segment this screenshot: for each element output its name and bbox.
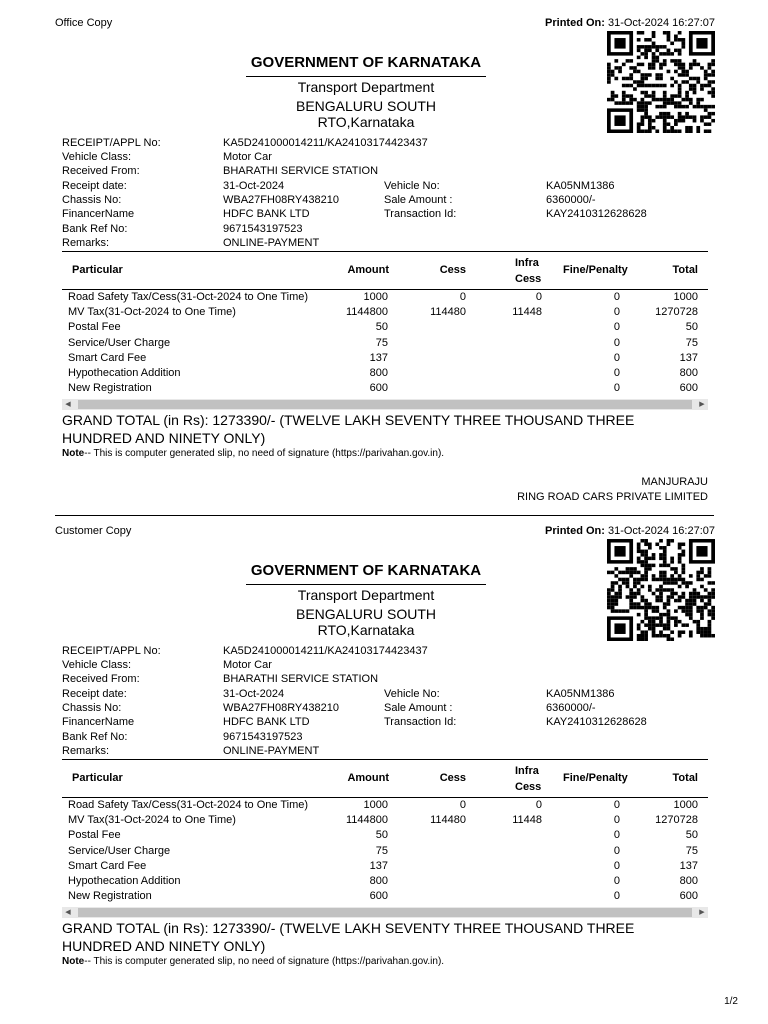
receipt-value: KA5D241000014211/KA24103174423437: [223, 137, 428, 149]
cell-fine: 0: [613, 351, 620, 364]
cell-total: 137: [679, 351, 698, 364]
cell-cess: 114480: [430, 814, 466, 827]
scroll-right-arrow-icon[interactable]: ▶: [699, 909, 705, 916]
financer-value: HDFC BANK LTD: [223, 716, 310, 728]
title-underline: [246, 76, 486, 77]
receipt-date-label: Receipt date:: [62, 180, 127, 192]
cell-total: 1270728: [655, 306, 698, 319]
cell-fine: 0: [613, 829, 620, 842]
col-header-infra-cess: Cess: [515, 273, 542, 285]
cell-fine: 0: [613, 875, 620, 887]
grand-total: GRAND TOTAL (in Rs): 1273390/- (TWELVE LAKH SEVENTY THREE THOUSAND THREE HUNDRED AND NINETY ONLY): [62, 920, 635, 954]
chassis-value: WBA27FH08RY438210: [223, 194, 339, 206]
title-underline: [246, 584, 486, 585]
col-header-amount: Amount: [347, 772, 389, 784]
printed-on: [545, 17, 715, 29]
table-row: [0, 367, 768, 382]
cell-particular: MV Tax(31-Oct-2024 to One Time): [68, 306, 236, 319]
cell-fine: 0: [613, 382, 620, 395]
note-text: -- This is computer generated slip, no need of signature (https://parivahan.gov.in).: [84, 956, 445, 967]
receipt-date-label: Receipt date:: [62, 688, 127, 700]
cell-amount: 137: [369, 859, 388, 872]
scrollbar-thumb[interactable]: [78, 908, 692, 917]
col-header-cess: Cess: [439, 264, 466, 276]
grand-total: GRAND TOTAL (in Rs): 1273390/- (TWELVE LAKH SEVENTY THREE THOUSAND THREE HUNDRED AND NINETY ONLY): [62, 412, 635, 446]
financer-label: FinancerName: [62, 208, 135, 220]
col-header-fine: Fine/Penalty: [563, 772, 628, 784]
receipt-copy: [0, 508, 768, 1016]
cell-amount: 1000: [363, 799, 388, 811]
col-header-infra: Infra: [515, 257, 539, 269]
chassis-label: Chassis No:: [62, 194, 122, 206]
sale-amount-value: 6360000/-: [546, 702, 596, 714]
cell-total: 600: [679, 890, 698, 903]
transaction-value: KAY2410312628628: [546, 716, 647, 728]
remarks-value: ONLINE-PAYMENT: [223, 745, 320, 757]
copy-label: Office Copy: [55, 17, 113, 29]
cell-particular: Smart Card Fee: [68, 859, 147, 872]
cell-total: 1270728: [655, 814, 698, 827]
table-header-rule: [62, 797, 708, 798]
col-header-total: Total: [672, 772, 698, 784]
cell-infra-cess: 11448: [512, 306, 542, 319]
cell-amount: 1144800: [345, 306, 388, 319]
cell-total: 800: [679, 875, 698, 887]
cell-particular: Road Safety Tax/Cess(31-Oct-2024 to One Time): [68, 291, 309, 303]
copy-label: Customer Copy: [55, 525, 132, 537]
sale-amount-value: 6360000/-: [546, 194, 596, 206]
cell-amount: 50: [375, 829, 388, 842]
table-row: [0, 291, 768, 306]
vehicle-no-label: Vehicle No:: [384, 688, 440, 700]
cell-total: 75: [685, 844, 698, 857]
qr-code: [607, 539, 715, 641]
sale-amount-label: Sale Amount :: [384, 702, 453, 714]
cell-infra-cess: 11448: [512, 814, 542, 827]
horizontal-scrollbar[interactable]: [62, 907, 708, 918]
receipt-date-value: 31-Oct-2024: [223, 688, 285, 700]
table-header-rule: [62, 289, 708, 290]
financer-value: HDFC BANK LTD: [223, 208, 310, 220]
cell-fine: 0: [613, 814, 620, 827]
table-row: [0, 814, 768, 829]
page-number: 1/2: [724, 996, 738, 1007]
receipt-value: KA5D241000014211/KA24103174423437: [223, 645, 428, 657]
cell-particular: Postal Fee: [68, 829, 121, 842]
cell-total: 600: [679, 382, 698, 395]
receipt-label: RECEIPT/APPL No:: [62, 137, 161, 149]
printed-on-label: Printed On:: [545, 525, 605, 537]
received-from-label: Received From:: [62, 165, 140, 177]
cell-amount: 1000: [363, 291, 388, 303]
note-label: Note: [62, 448, 85, 459]
financer-label: FinancerName: [62, 716, 135, 728]
cell-particular: Hypothecation Addition: [68, 367, 181, 379]
cell-amount: 800: [369, 367, 388, 379]
col-header-total: Total: [672, 264, 698, 276]
sale-amount-label: Sale Amount :: [384, 194, 453, 206]
table-row: [0, 337, 768, 352]
cell-total: 1000: [673, 799, 698, 811]
transaction-label: Transaction Id:: [384, 208, 457, 220]
vehicle-class-label: Vehicle Class:: [62, 151, 132, 163]
cell-particular: Hypothecation Addition: [68, 875, 181, 887]
cell-amount: 75: [375, 336, 388, 349]
received-from-value: BHARATHI SERVICE STATION: [223, 165, 379, 177]
vehicle-no-value: KA05NM1386: [546, 688, 615, 700]
printed-on-label: Printed On:: [545, 17, 605, 29]
received-from-label: Received From:: [62, 673, 140, 685]
cell-particular: Service/User Charge: [68, 844, 171, 857]
receipt-copy: [0, 0, 768, 508]
chassis-value: WBA27FH08RY438210: [223, 702, 339, 714]
scroll-right-arrow-icon[interactable]: ▶: [699, 401, 705, 408]
vehicle-class-label: Vehicle Class:: [62, 659, 132, 671]
cell-fine: 0: [613, 321, 620, 334]
col-header-particular: Particular: [72, 264, 123, 276]
cell-amount: 1144800: [345, 814, 388, 827]
cell-fine: 0: [613, 291, 620, 303]
cell-cess: 0: [459, 291, 466, 303]
cell-particular: New Registration: [68, 890, 152, 903]
note: [62, 448, 444, 459]
chassis-label: Chassis No:: [62, 702, 122, 714]
cell-particular: Postal Fee: [68, 321, 121, 334]
table-row: [0, 799, 768, 814]
cell-fine: 0: [613, 336, 620, 349]
transaction-label: Transaction Id:: [384, 716, 457, 728]
cell-fine: 0: [613, 306, 620, 319]
cell-cess: 114480: [430, 306, 466, 319]
cell-total: 50: [685, 321, 698, 334]
remarks-value: ONLINE-PAYMENT: [223, 237, 320, 249]
col-header-fine: Fine/Penalty: [563, 264, 628, 276]
bank-ref-label: Bank Ref No:: [62, 731, 128, 743]
receipt-date-value: 31-Oct-2024: [223, 180, 285, 192]
vehicle-class-value: Motor Car: [223, 151, 272, 163]
cell-amount: 600: [369, 382, 388, 395]
col-header-infra-cess: Cess: [515, 781, 542, 793]
bank-ref-label: Bank Ref No:: [62, 223, 128, 235]
cell-fine: 0: [613, 367, 620, 379]
received-from-value: BHARATHI SERVICE STATION: [223, 673, 379, 685]
government-title: GOVERNMENT OF KARNATAKA: [250, 562, 482, 579]
remarks-label: Remarks:: [62, 237, 110, 249]
scroll-left-arrow-icon[interactable]: ◀: [65, 909, 71, 916]
qr-code: [607, 31, 715, 133]
cell-amount: 137: [369, 351, 388, 364]
printed-on-value: 31-Oct-2024 16:27:07: [604, 525, 715, 537]
cell-particular: Road Safety Tax/Cess(31-Oct-2024 to One Time): [68, 799, 309, 811]
vehicle-class-value: Motor Car: [223, 659, 272, 671]
printed-on-value: 31-Oct-2024 16:27:07: [604, 17, 715, 29]
vehicle-no-label: Vehicle No:: [384, 180, 440, 192]
government-title: GOVERNMENT OF KARNATAKA: [250, 54, 482, 71]
printed-on: [545, 525, 715, 537]
cell-particular: New Registration: [68, 382, 152, 395]
receipt-label: RECEIPT/APPL No:: [62, 645, 161, 657]
note-label: Note: [62, 956, 85, 967]
cell-amount: 75: [375, 844, 388, 857]
note-text: -- This is computer generated slip, no need of signature (https://parivahan.gov.in).: [84, 448, 445, 459]
bank-ref-value: 9671543197523: [223, 731, 303, 743]
signatory-name: MANJURAJU: [641, 476, 708, 488]
cell-particular: Smart Card Fee: [68, 351, 147, 364]
cell-total: 1000: [673, 291, 698, 303]
cell-infra-cess: 0: [535, 799, 542, 811]
cell-total: 50: [685, 829, 698, 842]
rto-name: BENGALURU SOUTH RTO,Karnataka: [295, 98, 437, 130]
transaction-value: KAY2410312628628: [546, 208, 647, 220]
table-top-rule: [62, 251, 708, 252]
department-name: Transport Department: [297, 587, 435, 603]
col-header-particular: Particular: [72, 772, 123, 784]
col-header-amount: Amount: [347, 264, 389, 276]
cell-fine: 0: [613, 890, 620, 903]
cell-fine: 0: [613, 799, 620, 811]
cell-particular: MV Tax(31-Oct-2024 to One Time): [68, 814, 236, 827]
col-header-cess: Cess: [439, 772, 466, 784]
table-row: [0, 382, 768, 397]
cell-infra-cess: 0: [535, 291, 542, 303]
scrollbar-thumb[interactable]: [78, 400, 692, 409]
col-header-infra: Infra: [515, 765, 539, 777]
note: [62, 956, 444, 967]
cell-fine: 0: [613, 844, 620, 857]
cell-total: 75: [685, 336, 698, 349]
scroll-left-arrow-icon[interactable]: ◀: [65, 401, 71, 408]
cell-total: 800: [679, 367, 698, 379]
department-name: Transport Department: [297, 79, 435, 95]
cell-cess: 0: [459, 799, 466, 811]
cell-amount: 600: [369, 890, 388, 903]
remarks-label: Remarks:: [62, 745, 110, 757]
table-row: [0, 352, 768, 367]
cell-amount: 800: [369, 875, 388, 887]
table-row: [0, 321, 768, 336]
table-row: [0, 306, 768, 321]
cell-amount: 50: [375, 321, 388, 334]
table-row: [0, 890, 768, 905]
rto-name: BENGALURU SOUTH RTO,Karnataka: [295, 606, 437, 638]
cell-fine: 0: [613, 859, 620, 872]
table-row: [0, 875, 768, 890]
table-row: [0, 845, 768, 860]
cell-particular: Service/User Charge: [68, 336, 171, 349]
vehicle-no-value: KA05NM1386: [546, 180, 615, 192]
signatory-company: RING ROAD CARS PRIVATE LIMITED: [517, 491, 708, 503]
table-row: [0, 860, 768, 875]
horizontal-scrollbar[interactable]: [62, 399, 708, 410]
table-top-rule: [62, 759, 708, 760]
table-row: [0, 829, 768, 844]
cell-total: 137: [679, 859, 698, 872]
bank-ref-value: 9671543197523: [223, 223, 303, 235]
